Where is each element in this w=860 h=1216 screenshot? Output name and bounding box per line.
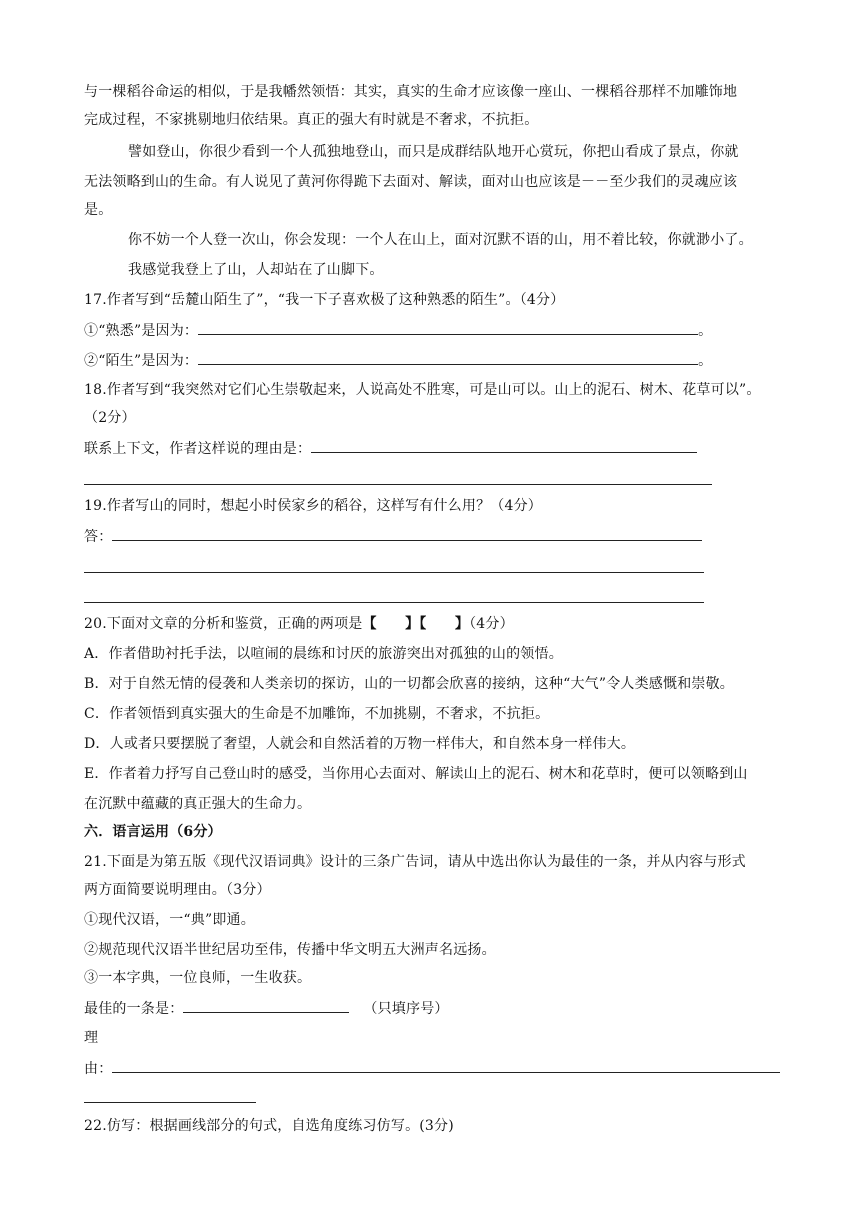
slogan-item: ②规范现代汉语半世纪居功至伟，传播中华文明五大洲声名远扬。 (84, 942, 496, 958)
answer-label: 由： (84, 1061, 113, 1077)
answer-blank[interactable] (198, 320, 698, 335)
option-b: B．对于自然无情的侵袭和人类亲切的探访，山的一切都会欣喜的接纳，这种“大气”令人类感慨和崇敬。 (84, 676, 734, 692)
option-d: D．人或者只要摆脱了奢望，人就会和自然活着的万物一样伟大，和自然本身一样伟大。 (84, 736, 636, 752)
answer-rule[interactable] (84, 1102, 256, 1103)
option-e-cont: 在沉默中蕴藏的真正强大的生命力。 (84, 796, 312, 812)
answer-bracket[interactable]: 【 】 (362, 616, 420, 632)
slogan-item: ①现代汉语，一“典”即通。 (84, 912, 255, 928)
passage-line: 你不妨一个人登一次山，你会发现：一个人在山上，面对沉默不语的山，用不着比较，你就渺小了。 (128, 232, 753, 248)
question-17-answer-2 (84, 350, 712, 370)
passage-line: 我感觉我登上了山，人却站在了山脚下。 (128, 262, 384, 278)
answer-label: 最佳的一条是： (84, 1001, 184, 1017)
reason-label: 理 (84, 1030, 99, 1046)
question-19-stem: 19.作者写山的同时，想起小时侯家乡的稻谷，这样写有什么用？（4分） (84, 498, 542, 514)
question-17-answer-1 (84, 320, 712, 340)
section-title: 六．语言运用（6分） (84, 824, 222, 840)
question-22-stem: 22.仿写：根据画线部分的句式，自选角度练习仿写。(3分) (84, 1118, 454, 1134)
passage-line: 无法领略到山的生命。有人说见了黄河你得跪下去面对、解读，面对山也应该是－－至少我们的灵魂应该 (84, 174, 738, 190)
question-text: 20.下面对文章的分析和鉴赏，正确的两项是 (84, 616, 363, 632)
question-21-stem-cont: 两方面简要说明理由。（3分） (84, 882, 271, 898)
answer-blank[interactable] (183, 998, 349, 1013)
answer-blank[interactable] (311, 438, 697, 453)
answer-blank[interactable] (112, 526, 702, 541)
question-17-stem: 17.作者写到“岳麓山陌生了”，“我一下子喜欢极了这种熟悉的陌生”。（4分） (84, 292, 565, 308)
option-a: A．作者借助衬托手法，以喧闹的晨练和讨厌的旅游突出对孤独的山的领悟。 (84, 646, 563, 662)
hint: （只填序号） (363, 1001, 449, 1017)
answer-label: ①“熟悉”是因为： (84, 323, 199, 339)
question-20-stem (84, 614, 514, 634)
question-21-best (84, 998, 449, 1018)
answer-bracket[interactable]: 【 】 (419, 616, 470, 632)
answer-blank[interactable] (198, 350, 698, 365)
answer-label: 联系上下文，作者这样说的理由是： (84, 441, 312, 457)
question-21-reason (84, 1058, 780, 1078)
slogan-item: ③一本字典，一位良师，一生收获。 (84, 970, 312, 986)
passage-line: 譬如登山，你很少看到一个人孤独地登山，而只是成群结队地开心赏玩，你把山看成了景点，你就 (128, 144, 739, 160)
question-19-answer (84, 526, 702, 546)
answer-rule[interactable] (84, 484, 712, 485)
option-e: E．作者着力抒写自己登山时的感受，当你用心去面对、解读山上的泥石、树木和花草时，便可以领略到山 (84, 766, 748, 782)
answer-label: 答： (84, 529, 113, 545)
answer-label: ②“陌生”是因为： (84, 353, 199, 369)
answer-blank[interactable] (112, 1058, 780, 1073)
answer-rule[interactable] (84, 602, 704, 603)
passage-line: 是。 (84, 202, 113, 218)
question-18-stem: 18.作者写到“我突然对它们心生崇敬起来，人说高处不胜寒，可是山可以。山上的泥石、树木、花草可以”。 (84, 382, 761, 398)
question-18-answer (84, 438, 697, 458)
question-18-score: （2分） (84, 410, 136, 426)
period: 。 (698, 353, 713, 369)
question-21-stem: 21.下面是为第五版《现代汉语词典》设计的三条广告词，请从中选出你认为最佳的一条，并从内容与形式 (84, 854, 746, 870)
answer-rule[interactable] (84, 572, 704, 573)
period: 。 (698, 323, 713, 339)
passage-line: 与一棵稻谷命运的相似，于是我幡然领悟：其实，真实的生命才应该像一座山、一棵稻谷那样不加雕饰地 (84, 84, 738, 100)
option-c: C．作者领悟到真实强大的生命是不加雕饰，不加挑剔，不奢求，不抗拒。 (84, 706, 550, 722)
score: （4分） (469, 616, 514, 632)
passage-line: 完成过程，不家挑剔地归依结果。真正的强大有时就是不奢求，不抗拒。 (84, 112, 539, 128)
